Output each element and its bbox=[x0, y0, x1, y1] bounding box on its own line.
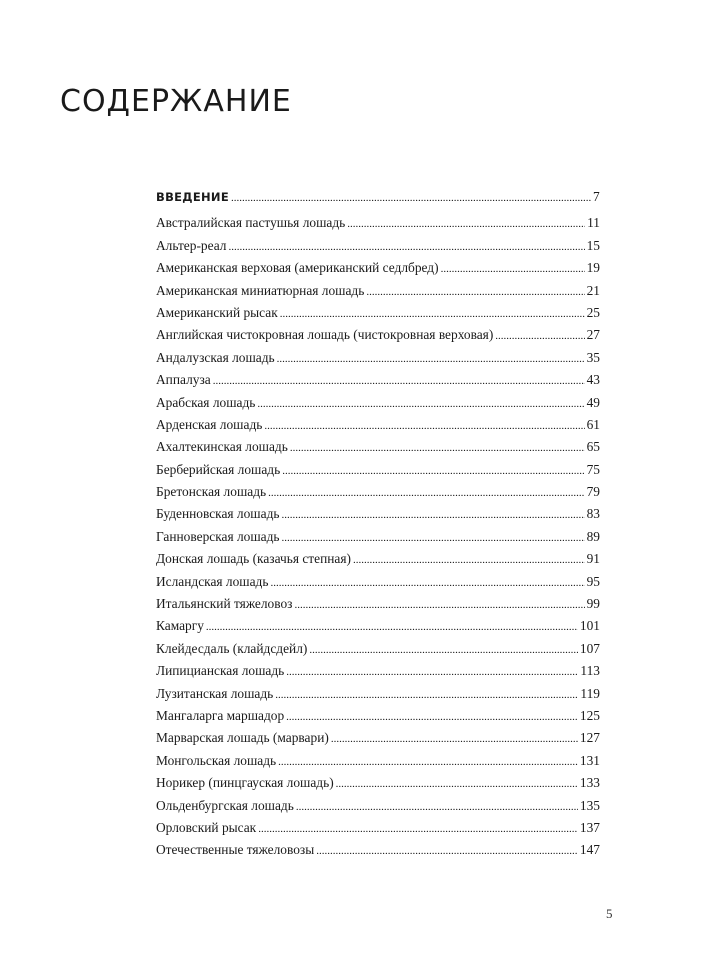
toc-entry-title: Ганноверская лошадь bbox=[156, 528, 280, 544]
toc-entry[interactable] bbox=[156, 302, 600, 324]
dot-leader bbox=[277, 348, 585, 370]
toc-entry-page: 147 bbox=[579, 842, 600, 858]
toc-entry-title: Английская чистокровная лошадь (чистокровная верховая) bbox=[156, 327, 494, 343]
dot-leader bbox=[268, 482, 584, 504]
dot-leader bbox=[270, 572, 584, 594]
dot-leader bbox=[278, 751, 578, 773]
toc-entry[interactable] bbox=[156, 839, 600, 861]
toc-entry-page: 89 bbox=[586, 528, 600, 544]
toc-entry-page: 135 bbox=[579, 797, 600, 813]
toc-entry-title: Исландская лошадь bbox=[156, 573, 269, 589]
dot-leader bbox=[347, 213, 585, 235]
toc-entry[interactable] bbox=[156, 593, 600, 615]
toc-entry-title: Арабская лошадь bbox=[156, 394, 256, 410]
toc-entry[interactable] bbox=[156, 571, 600, 593]
toc-entry-title: Мангаларга маршадор bbox=[156, 707, 285, 723]
dot-leader bbox=[331, 728, 578, 750]
dot-leader bbox=[281, 504, 584, 526]
toc-entry-page: 21 bbox=[586, 282, 600, 298]
toc-entry[interactable] bbox=[156, 235, 600, 257]
toc-entry-page: 65 bbox=[586, 439, 600, 455]
toc-entry-title: Монгольская лошадь bbox=[156, 752, 277, 768]
toc-entry[interactable] bbox=[156, 392, 600, 414]
toc-entry[interactable] bbox=[156, 414, 600, 436]
toc-entry[interactable] bbox=[156, 705, 600, 727]
toc-entry-title: Ахалтекинская лошадь bbox=[156, 439, 288, 455]
toc-entry[interactable] bbox=[156, 369, 600, 391]
toc-entry-title: Американский рысак bbox=[156, 304, 278, 320]
toc-entry[interactable] bbox=[156, 503, 600, 525]
toc-entry-title: Берберийская лошадь bbox=[156, 461, 281, 477]
toc-entry-page: 107 bbox=[579, 640, 600, 656]
toc-entry-introduction[interactable] bbox=[156, 186, 600, 208]
toc-entry-page: 131 bbox=[579, 752, 600, 768]
toc-entry[interactable] bbox=[156, 459, 600, 481]
toc-entry-title: Андалузская лошадь bbox=[156, 349, 275, 365]
dot-leader bbox=[441, 258, 585, 280]
toc-entry[interactable] bbox=[156, 257, 600, 279]
dot-leader bbox=[228, 236, 584, 258]
toc-entry-page: 99 bbox=[586, 596, 600, 612]
dot-leader bbox=[264, 415, 584, 437]
toc-entry-page: 125 bbox=[579, 707, 600, 723]
toc-entry-page: 95 bbox=[586, 573, 600, 589]
toc-entry-page: 133 bbox=[579, 775, 600, 791]
toc-entry-page: 75 bbox=[586, 461, 600, 477]
dot-leader bbox=[206, 616, 578, 638]
toc-entry[interactable] bbox=[156, 750, 600, 772]
dot-leader bbox=[336, 773, 578, 795]
dot-leader bbox=[286, 661, 578, 683]
toc-entry-page: 83 bbox=[586, 506, 600, 522]
dot-leader bbox=[258, 818, 578, 840]
toc-entry-page: 11 bbox=[587, 215, 600, 231]
toc-entry-title: Донская лошадь (казачья степная) bbox=[156, 551, 351, 567]
dot-leader bbox=[309, 639, 578, 661]
toc-entry-title: Отечественные тяжеловозы bbox=[156, 842, 315, 858]
dot-leader bbox=[213, 370, 585, 392]
toc-entry[interactable] bbox=[156, 526, 600, 548]
toc-entry-page: 91 bbox=[586, 551, 600, 567]
toc-entry[interactable] bbox=[156, 481, 600, 503]
toc-entry-page: 35 bbox=[586, 349, 600, 365]
dot-leader bbox=[282, 460, 584, 482]
toc-entry-page: 137 bbox=[579, 819, 600, 835]
dot-leader bbox=[286, 706, 578, 728]
toc-entry-page: 119 bbox=[580, 685, 600, 701]
page-title: СОДЕРЖАНИЕ bbox=[60, 84, 292, 119]
dot-leader bbox=[495, 325, 584, 347]
toc-entry-page: 7 bbox=[593, 189, 600, 204]
toc-entry[interactable] bbox=[156, 660, 600, 682]
toc-entry-title: Норикер (пинцгауская лошадь) bbox=[156, 775, 334, 791]
toc-entry-title: Альтер-реал bbox=[156, 237, 227, 253]
toc-entry-title: Американская верховая (американский седлбред) bbox=[156, 260, 439, 276]
toc-entry-title: Аппалуза bbox=[156, 372, 211, 388]
toc-entry-title: Арденская лошадь bbox=[156, 416, 263, 432]
toc-entry-title: Липицианская лошадь bbox=[156, 663, 285, 679]
toc-entry[interactable] bbox=[156, 615, 600, 637]
toc-entry[interactable] bbox=[156, 772, 600, 794]
dot-leader bbox=[280, 303, 585, 325]
toc-entry-page: 101 bbox=[579, 618, 600, 634]
toc-entry-page: 27 bbox=[586, 327, 600, 343]
toc-entry-page: 79 bbox=[586, 484, 600, 500]
toc-entry[interactable] bbox=[156, 683, 600, 705]
toc-entry[interactable] bbox=[156, 347, 600, 369]
toc-entry[interactable] bbox=[156, 212, 600, 234]
dot-leader bbox=[366, 281, 584, 303]
dot-leader bbox=[296, 796, 578, 818]
toc-entry[interactable] bbox=[156, 280, 600, 302]
toc-entry-page: 15 bbox=[586, 237, 600, 253]
toc-entry-page: 127 bbox=[579, 730, 600, 746]
toc-entry-title: Камаргу bbox=[156, 618, 204, 634]
toc-entry-page: 43 bbox=[586, 372, 600, 388]
dot-leader bbox=[290, 437, 585, 459]
toc-entry-title: Ольденбургская лошадь bbox=[156, 797, 294, 813]
toc-entry-title: Клейдесдаль (клайдсдейл) bbox=[156, 640, 308, 656]
toc-entry-title: ВВЕДЕНИЕ bbox=[156, 190, 229, 204]
toc-entry[interactable] bbox=[156, 324, 600, 346]
toc-entry[interactable] bbox=[156, 727, 600, 749]
toc-entry-page: 49 bbox=[586, 394, 600, 410]
page-number: 5 bbox=[606, 906, 613, 921]
dot-leader bbox=[294, 594, 584, 616]
toc-entry-title: Американская миниатюрная лошадь bbox=[156, 282, 365, 298]
toc-entry-title: Итальянский тяжеловоз bbox=[156, 596, 293, 612]
toc-entry-title: Бретонская лошадь bbox=[156, 484, 267, 500]
toc-entry-page: 19 bbox=[586, 260, 600, 276]
toc-entry-title: Буденновская лошадь bbox=[156, 506, 280, 522]
toc-entry[interactable] bbox=[156, 817, 600, 839]
dot-leader bbox=[282, 527, 585, 549]
toc-entry-title: Марварская лошадь (марвари) bbox=[156, 730, 329, 746]
toc-entry-title: Орловский рысак bbox=[156, 819, 257, 835]
toc-entry-page: 61 bbox=[586, 416, 600, 432]
toc-entry[interactable] bbox=[156, 436, 600, 458]
dot-leader bbox=[257, 393, 584, 415]
dot-leader bbox=[353, 549, 585, 571]
table-of-contents bbox=[156, 186, 600, 862]
toc-entry-page: 113 bbox=[580, 663, 600, 679]
toc-entry[interactable] bbox=[156, 638, 600, 660]
toc-entry[interactable] bbox=[156, 795, 600, 817]
dot-leader bbox=[316, 840, 578, 862]
toc-entry-title: Австралийская пастушья лошадь bbox=[156, 215, 346, 231]
toc-entry-title: Лузитанская лошадь bbox=[156, 685, 274, 701]
toc-entry[interactable] bbox=[156, 548, 600, 570]
dot-leader bbox=[275, 684, 578, 706]
toc-entry-page: 25 bbox=[586, 304, 600, 320]
dot-leader bbox=[231, 187, 591, 209]
